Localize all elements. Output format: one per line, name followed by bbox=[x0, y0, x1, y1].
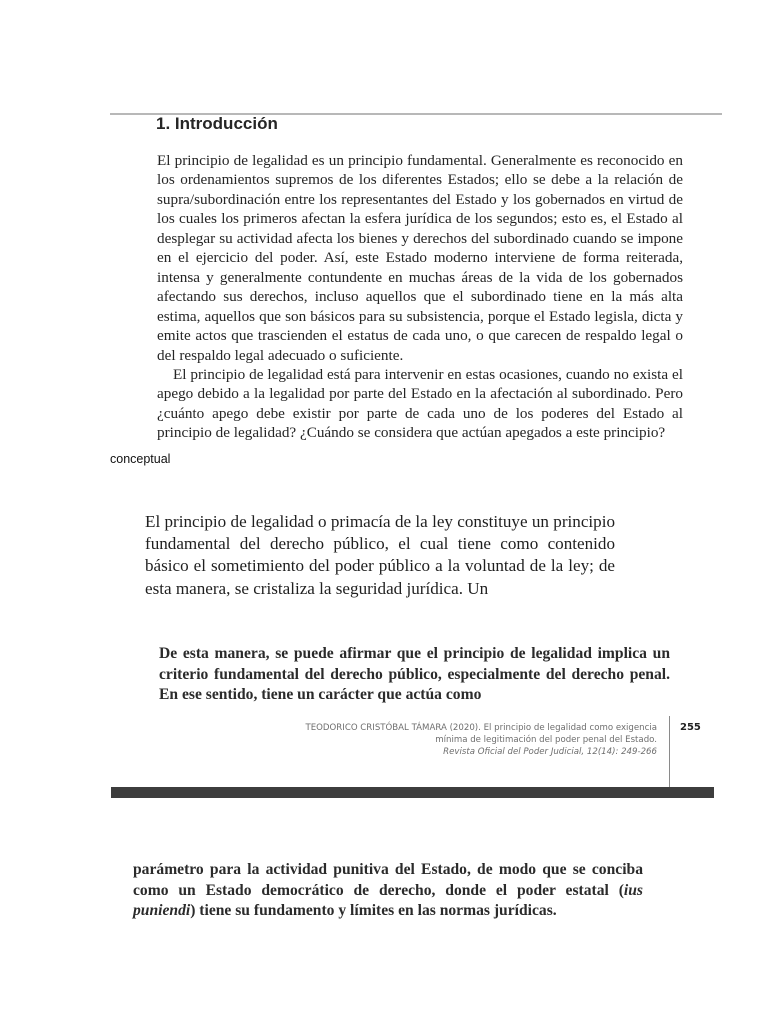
citation-line-1: TEODORICO CRISTÓBAL TÁMARA (2020). El principio de legalidad como exigencia bbox=[305, 723, 657, 733]
footer-citation bbox=[240, 722, 657, 758]
footer-divider bbox=[669, 716, 670, 790]
paragraph-1: El principio de legalidad es un principio fundamental. Generalmente es reconocido en los ordenamientos supremos de los diferentes Estados; ello se debe a la relación de supra/subordinación entre los representantes del Estado y los gobernados en virtud de los cuales los primeros afectan la esfera jurídica de los segundos; esto es, el Estado al desplegar su actividad afecta los bienes y derechos del subordinado cuando se impone en el ejercicio del poder. Así, este Estado moderno interviene de forma reiterada, intensa y generalmente contundente en muchas áreas de la vida de los gobernados afectando sus derechos, incluso aquellos que el subordinado tiene en la más alta estima, aquellos que son básicos para su subsistencia, porque el Estado legisla, dicta y emite actos que trascienden el estatus de cada uno, o que carecen de respaldo legal o del respaldo legal adecuado o suficiente. bbox=[157, 152, 683, 364]
paragraph-2: El principio de legalidad está para intervenir en estas ocasiones, cuando no exista el apego debido a la legalidad por parte del Estado en la afectación al subordinado. Pero ¿cuánto apego debe existir por parte de cada uno de los poderes del Estado al principio de legalidad? ¿Cuándo se considera que actúan apegados a este principio? bbox=[157, 365, 683, 442]
excerpt-legalidad-primacia: El principio de legalidad o primacía de la ley constituye un principio fundamental del derecho público, el cual tiene como contenido básico el sometimiento del poder público a la voluntad de la ley; de esta manera, se cristaliza la seguridad jurídica. Un bbox=[145, 512, 615, 598]
citation-line-3: Revista Oficial del Poder Judicial, 12(14): 249-266 bbox=[443, 747, 657, 757]
excerpt-criterio-fundamental: De esta manera, se puede afirmar que el principio de legalidad implica un criterio fundamental del derecho público, especialmente del derecho penal. En ese sentido, tiene un carácter que actúa como bbox=[159, 645, 670, 703]
conceptual-label: conceptual bbox=[110, 452, 171, 466]
citation-line-2: mínima de legitimación del poder penal del Estado. bbox=[435, 735, 657, 745]
excerpt-parametro-text-before: parámetro para la actividad punitiva del Estado, de modo que se conciba como un Estado democrático de derecho, donde el poder estatal ( bbox=[133, 861, 643, 899]
section-heading: 1. Introducción bbox=[156, 114, 278, 133]
excerpt-parametro-latin-term: ius puniendi bbox=[133, 881, 643, 919]
bottom-bar bbox=[111, 787, 714, 798]
page-number: 255 bbox=[680, 722, 701, 733]
excerpt-parametro bbox=[133, 860, 643, 922]
introduction-body bbox=[157, 151, 683, 443]
excerpt-parametro-text-after: ) tiene su fundamento y límites en las normas jurídicas. bbox=[190, 902, 557, 919]
